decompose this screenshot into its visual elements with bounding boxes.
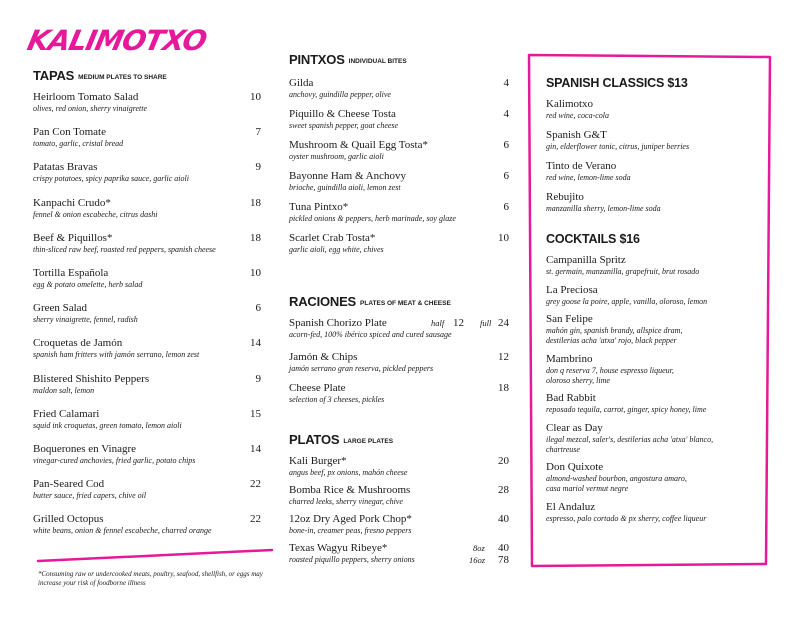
item-desc: st. germain, manzanilla, grapefruit, brut rosado <box>546 267 700 276</box>
item-desc: red wine, lemon-lime soda <box>546 173 631 182</box>
item-price: 20 <box>498 455 509 467</box>
item-desc: grey goose la poire, apple, vanilla, oloroso, lemon <box>546 296 708 306</box>
item-desc: fennel & onion escabeche, citrus dashi <box>33 209 158 219</box>
item-desc: roasted piquillo peppers, sherry onions <box>289 555 415 564</box>
platos-section <box>289 432 509 572</box>
item-name: Jamón & Chips <box>289 351 358 363</box>
item-desc: selection of 3 cheeses, pickles <box>289 395 385 404</box>
menu-item-la-preciosa <box>546 284 761 314</box>
item-price: 4 <box>503 77 509 89</box>
menu-item-spanish-g-t <box>546 129 761 160</box>
item-name: Kalimotxo <box>546 98 594 110</box>
item-name: Heirloom Tomato Salad <box>33 91 139 103</box>
item-desc: garlic aioli, egg white, chives <box>289 245 384 254</box>
item-price: 28 <box>498 484 509 496</box>
pintxos-section <box>289 52 509 263</box>
item-name: Piquillo & Cheese Tosta <box>289 108 396 120</box>
item-name: Spanish G&T <box>546 129 607 141</box>
item-name: Pan Con Tomate <box>33 126 106 139</box>
menu-item-gilda <box>289 77 509 108</box>
item-desc: vinegar-cured anchovies, fried garlic, potato chips <box>33 455 196 465</box>
item-price: 22 <box>250 478 261 491</box>
item-price: 10 <box>250 91 261 103</box>
item-price: 18 <box>250 231 261 244</box>
menu-item-boquerones-en-vinagre <box>33 443 261 478</box>
item-desc: ilegal mezcal, saler's, destilerias acha 'atxa' blanco, <box>546 434 714 444</box>
menu-item-heirloom-tomato-salad <box>33 91 261 126</box>
item-name: Croquetas de Jamón <box>33 337 123 350</box>
item-desc: mahón gin, spanish brandy, allspice dram, <box>546 326 683 335</box>
item-desc: white beans, onion & fennel escabeche, charred orange <box>33 526 212 536</box>
item-name: Tuna Pintxo* <box>289 201 349 213</box>
item-price: 40 <box>498 513 509 525</box>
item-price: 10 <box>498 232 509 244</box>
item-name: 12oz Dry Aged Pork Chop* <box>289 513 412 525</box>
item-desc: almond-washed bourbon, angostura amaro, <box>546 474 687 483</box>
menu-item-grilled-octopus <box>33 513 261 548</box>
menu-item-bomba-rice-mushrooms <box>289 484 509 513</box>
menu-item-patatas-bravas <box>33 161 261 196</box>
tapas-heading: TAPAS MEDIUM PLATES TO SHARE <box>33 68 167 83</box>
menu-item-campanilla-spritz <box>546 254 761 284</box>
item-name: La Preciosa <box>546 283 598 296</box>
item-desc: olives, red onion, sherry vinaigrette <box>33 104 148 113</box>
item-name: Spanish Chorizo Plate <box>289 317 387 329</box>
item-price: 6 <box>255 302 261 315</box>
foodborne-disclaimer: *Consuming raw or undercooked meats, poultry, seafood, shellfish, or eggs may increase your risk of foodborne illness <box>38 570 263 587</box>
pintxos-heading: PINTXOS INDIVIDUAL BITES <box>289 52 407 67</box>
item-name: Fried Calamari <box>33 407 100 420</box>
menu-item-beef-piquillos <box>33 232 261 267</box>
item-price: 6 <box>503 139 509 151</box>
item-desc: jamón serrano gran reserva, pickled peppers <box>289 364 434 373</box>
item-price: 9 <box>255 372 261 385</box>
menu-item-piquillo-cheese-tosta <box>289 108 509 139</box>
spanish-classics-section <box>546 76 761 222</box>
item-desc: gin, elderflower tonic, citrus, juniper berries <box>546 142 690 151</box>
item-desc: maldon salt, lemon <box>33 385 95 395</box>
menu-item-mushroom-quail-egg-tosta <box>289 139 509 170</box>
item-name: Pan-Seared Cod <box>33 478 105 491</box>
menu-item-scarlet-crab-tosta <box>289 232 509 263</box>
item-name: Patatas Bravas <box>33 161 98 174</box>
raciones-heading: RACIONES PLATES OF MEAT & CHEESE <box>289 294 451 309</box>
item-name: Don Quixote <box>546 461 604 473</box>
item-name: Texas Wagyu Ribeye* <box>289 542 388 554</box>
menu-item-don-quixote <box>546 461 761 501</box>
item-desc: reposado tequila, carrot, ginger, spicy honey, lime <box>546 405 707 414</box>
item-name: Kali Burger* <box>289 455 347 467</box>
item-price: 22 <box>250 513 261 526</box>
menu-item-tortilla-espa-ola <box>33 267 261 302</box>
kalimotxo-logo <box>24 22 210 58</box>
classics-heading: SPANISH CLASSICS $13 <box>546 76 688 90</box>
item-desc: spanish ham fritters with jamón serrano, lemon zest <box>33 350 200 360</box>
item-price: 6 <box>503 170 509 182</box>
item-desc: oyster mushroom, garlic aioli <box>289 152 384 161</box>
menu-item-san-felipe <box>546 313 761 353</box>
item-desc: pickled onions & peppers, herb marinade, soy glaze <box>289 214 456 223</box>
half-price: 12 <box>453 317 464 329</box>
item-name: Bayonne Ham & Anchovy <box>289 170 407 182</box>
item-name: Green Salad <box>33 302 88 315</box>
item-price: 15 <box>250 407 261 420</box>
item-desc-line2: oloroso sherry, lime <box>546 375 610 385</box>
item-price: 14 <box>250 337 261 350</box>
item-price: 12 <box>498 351 509 363</box>
item-price: 10 <box>250 266 261 279</box>
menu-item-el-andaluz <box>546 501 761 531</box>
item-name: Campanilla Spritz <box>546 254 626 266</box>
menu-item-blistered-shishito-peppers <box>33 373 261 408</box>
item-name: Cheese Plate <box>289 382 346 394</box>
menu-item-kanpachi-crudo <box>33 197 261 232</box>
menu-item-cheese-plate <box>289 382 509 413</box>
full-price: 24 <box>498 317 509 329</box>
item-name: Bad Rabbit <box>546 392 596 404</box>
item-desc: anchovy, guindilla pepper, olive <box>289 90 391 99</box>
item-desc: brioche, guindilla aioli, lemon zest <box>289 183 401 192</box>
item-desc: acorn-fed, 100% ibérico spiced and cured sausage <box>289 330 452 339</box>
full-label: full <box>480 318 492 328</box>
item-desc: sherry vinaigrette, fennel, radish <box>33 315 138 325</box>
item-name: Mushroom & Quail Egg Tosta* <box>289 139 428 151</box>
item-desc-line2: casa mariol vermut negre <box>546 484 629 493</box>
item-price: 6 <box>503 201 509 213</box>
item-name: Tortilla Española <box>33 266 109 279</box>
item-name: San Felipe <box>546 313 593 325</box>
item-price: 4 <box>503 108 509 120</box>
menu-item-clear-as-day <box>546 422 761 462</box>
size-label-8oz: 8oz <box>473 543 485 553</box>
menu-item-kalimotxo <box>546 98 761 129</box>
size-label-16oz: 16oz <box>469 555 486 565</box>
item-name: Kanpachi Crudo* <box>33 196 111 209</box>
item-name: Rebujito <box>546 191 584 203</box>
item-name: Blistered Shishito Peppers <box>33 372 150 385</box>
item-desc: red wine, coca-cola <box>546 111 610 120</box>
item-desc: crispy potatoes, spicy paprika sauce, garlic aioli <box>33 174 189 184</box>
half-label: half <box>431 318 445 328</box>
menu-item-bayonne-ham-anchovy <box>289 170 509 201</box>
item-price: 7 <box>255 126 261 139</box>
item-desc: egg & potato omelette, herb salad <box>33 279 143 289</box>
item-desc: butter sauce, fried capers, chive oil <box>33 491 147 501</box>
menu-item-rebujito <box>546 191 761 222</box>
menu-item-mambrino <box>546 353 761 393</box>
item-desc-line2: chartreuse <box>546 444 580 454</box>
menu-item-pan-seared-cod <box>33 478 261 513</box>
item-price: 9 <box>255 161 261 174</box>
cocktails-section <box>546 232 761 530</box>
menu-item-bad-rabbit <box>546 392 761 422</box>
item-price: 18 <box>498 382 509 394</box>
menu-item-green-salad <box>33 302 261 337</box>
raciones-section <box>289 294 509 413</box>
item-desc: charred leeks, sherry vinegar, chive <box>289 497 403 506</box>
logo-text: KALIMOTXO <box>24 24 210 57</box>
item-name: Scarlet Crab Tosta* <box>289 232 376 244</box>
menu-item-kali-burger <box>289 455 509 484</box>
item-price: 18 <box>250 196 261 209</box>
item-name: Clear as Day <box>546 421 603 434</box>
item-desc-line2: destilerias acha 'atxa' rojo, black pepper <box>546 336 677 345</box>
item-desc: sweet spanish pepper, goat cheese <box>289 121 399 130</box>
item-desc: thin-sliced raw beef, roasted red peppers, spanish cheese <box>33 244 216 254</box>
item-name: Bomba Rice & Mushrooms <box>289 484 411 496</box>
item-desc: tomato, garlic, cristal bread <box>33 139 124 149</box>
item-desc: squid ink croquetas, green tomato, lemon aioli <box>33 420 182 430</box>
menu-item-croquetas-de-jam-n <box>33 337 261 372</box>
menu-item-tuna-pintxo <box>289 201 509 232</box>
menu-item-pan-con-tomate <box>33 126 261 161</box>
menu-item-12oz-dry-aged-pork-chop <box>289 513 509 542</box>
menu-item-jam-n-chips <box>289 351 509 382</box>
item-name: Grilled Octopus <box>33 513 104 526</box>
item-name: Boquerones en Vinagre <box>33 442 136 455</box>
menu-item-tinto-de-verano <box>546 160 761 191</box>
tapas-section <box>33 68 261 548</box>
item-desc: manzanilla sherry, lemon-lime soda <box>546 204 661 213</box>
item-name: Beef & Piquillos* <box>33 231 113 244</box>
item-desc: don q reserva 7, house espresso liqueur, <box>546 365 674 375</box>
item-name: Gilda <box>289 77 314 89</box>
item-name: Tinto de Verano <box>546 160 617 172</box>
item-name: Mambrino <box>546 352 593 365</box>
pink-divider-line <box>36 546 276 566</box>
item-desc: angus beef, px onions, mahón cheese <box>289 468 408 477</box>
item-desc: espresso, palo cortado & px sherry, coffee liqueur <box>546 513 707 523</box>
item-name: El Andaluz <box>546 500 596 513</box>
menu-item-wagyu <box>289 542 509 572</box>
menu-item-fried-calamari <box>33 408 261 443</box>
price-16oz: 78 <box>498 554 509 566</box>
item-desc: bone-in, creamer peas, fresno peppers <box>289 526 412 535</box>
platos-heading: PLATOS LARGE PLATES <box>289 432 394 447</box>
item-price: 14 <box>250 442 261 455</box>
menu-item-chorizo <box>289 317 509 351</box>
cocktails-heading: COCKTAILS $16 <box>546 232 640 246</box>
price-8oz: 40 <box>498 542 509 554</box>
